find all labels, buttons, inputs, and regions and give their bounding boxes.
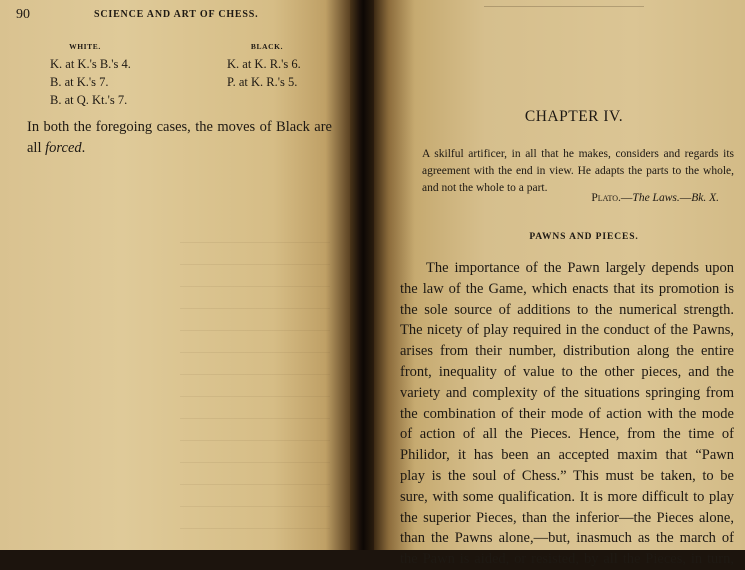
black-move: K. at K. R.'s 6. xyxy=(227,57,301,71)
page-number: 90 xyxy=(16,7,30,22)
white-move: B. at Q. Kt.'s 7. xyxy=(50,93,128,107)
body-line: The importance of the Pawn largely depends upon xyxy=(426,260,734,276)
white-move: B. at K.'s 7. xyxy=(50,75,109,89)
body-line: variety and complexity of the situations springing from xyxy=(400,384,734,401)
white-move: K. at K.'s B.'s 4. xyxy=(50,57,131,71)
epigraph-dash: — xyxy=(679,192,692,204)
right-page xyxy=(374,0,745,568)
show-through-text xyxy=(180,230,330,550)
body-line: the combination of their mode of action with the mode xyxy=(400,405,734,422)
chess-position xyxy=(50,42,340,112)
body-text xyxy=(400,258,734,570)
section-title: PAWNS AND PIECES. xyxy=(529,232,639,242)
running-head-rule xyxy=(484,0,644,7)
body-line: play is the soul of Chess.” This must be taken, to be xyxy=(400,467,734,484)
body-line: Philidor, it has been an accepted maxim that “Pawn xyxy=(400,447,734,464)
epigraph-author: Plato. xyxy=(591,192,621,204)
body-line: than the Pawns alone,—but, inasmuch as the march of xyxy=(400,530,734,547)
epigraph: A skilful artificer, in all that he makes, considers and regards its agreement with the end in view. He adapts the parts to the whole, and not the whole to a part. xyxy=(422,148,734,194)
white-column xyxy=(50,42,210,109)
paragraph-text: all xyxy=(27,139,46,156)
body-line: the superior Pieces, than the inferior—the Pieces alone, xyxy=(400,509,734,526)
body-line: sure, with some qualification. It is more difficult to play xyxy=(400,488,734,505)
black-column xyxy=(227,42,347,91)
white-heading: WHITE. xyxy=(69,42,101,51)
body-line: arises from their number, distribution along the entire xyxy=(400,343,734,360)
running-head xyxy=(16,7,336,27)
body-line: the sole source of additions to the numerical strength. xyxy=(400,301,734,318)
paragraph-text: . xyxy=(81,139,86,156)
body-line: of action of all the Pieces. Hence, from the time of xyxy=(400,426,734,443)
black-move: P. at K. R.'s 5. xyxy=(227,75,298,89)
epigraph-dash: — xyxy=(620,192,633,204)
epigraph-source xyxy=(591,192,719,204)
paragraph-line: In both the foregoing cases, the moves of Black are xyxy=(27,119,332,135)
body-line: front, inequality of value to the other pieces, and the xyxy=(400,363,734,380)
paragraph xyxy=(27,117,332,159)
running-title: SCIENCE AND ART OF CHESS. xyxy=(94,9,259,20)
emphasis: forced xyxy=(45,139,82,156)
paragraph-line xyxy=(27,138,332,159)
body-line: the law of the Game, which enacts that its promotion is xyxy=(400,280,734,297)
black-heading: BLACK. xyxy=(250,42,284,51)
body-line: the Pawn is aided, or resisted, by all the Pieces, in turn, xyxy=(400,551,734,568)
epigraph-book: Bk. X. xyxy=(691,192,719,204)
chapter-title: CHAPTER IV. xyxy=(524,108,624,125)
left-page xyxy=(0,0,350,550)
epigraph-work: The Laws. xyxy=(632,192,680,204)
body-line: The nicety of play required in the conduct of the Pawns, xyxy=(400,322,734,339)
book-gutter xyxy=(350,0,374,550)
